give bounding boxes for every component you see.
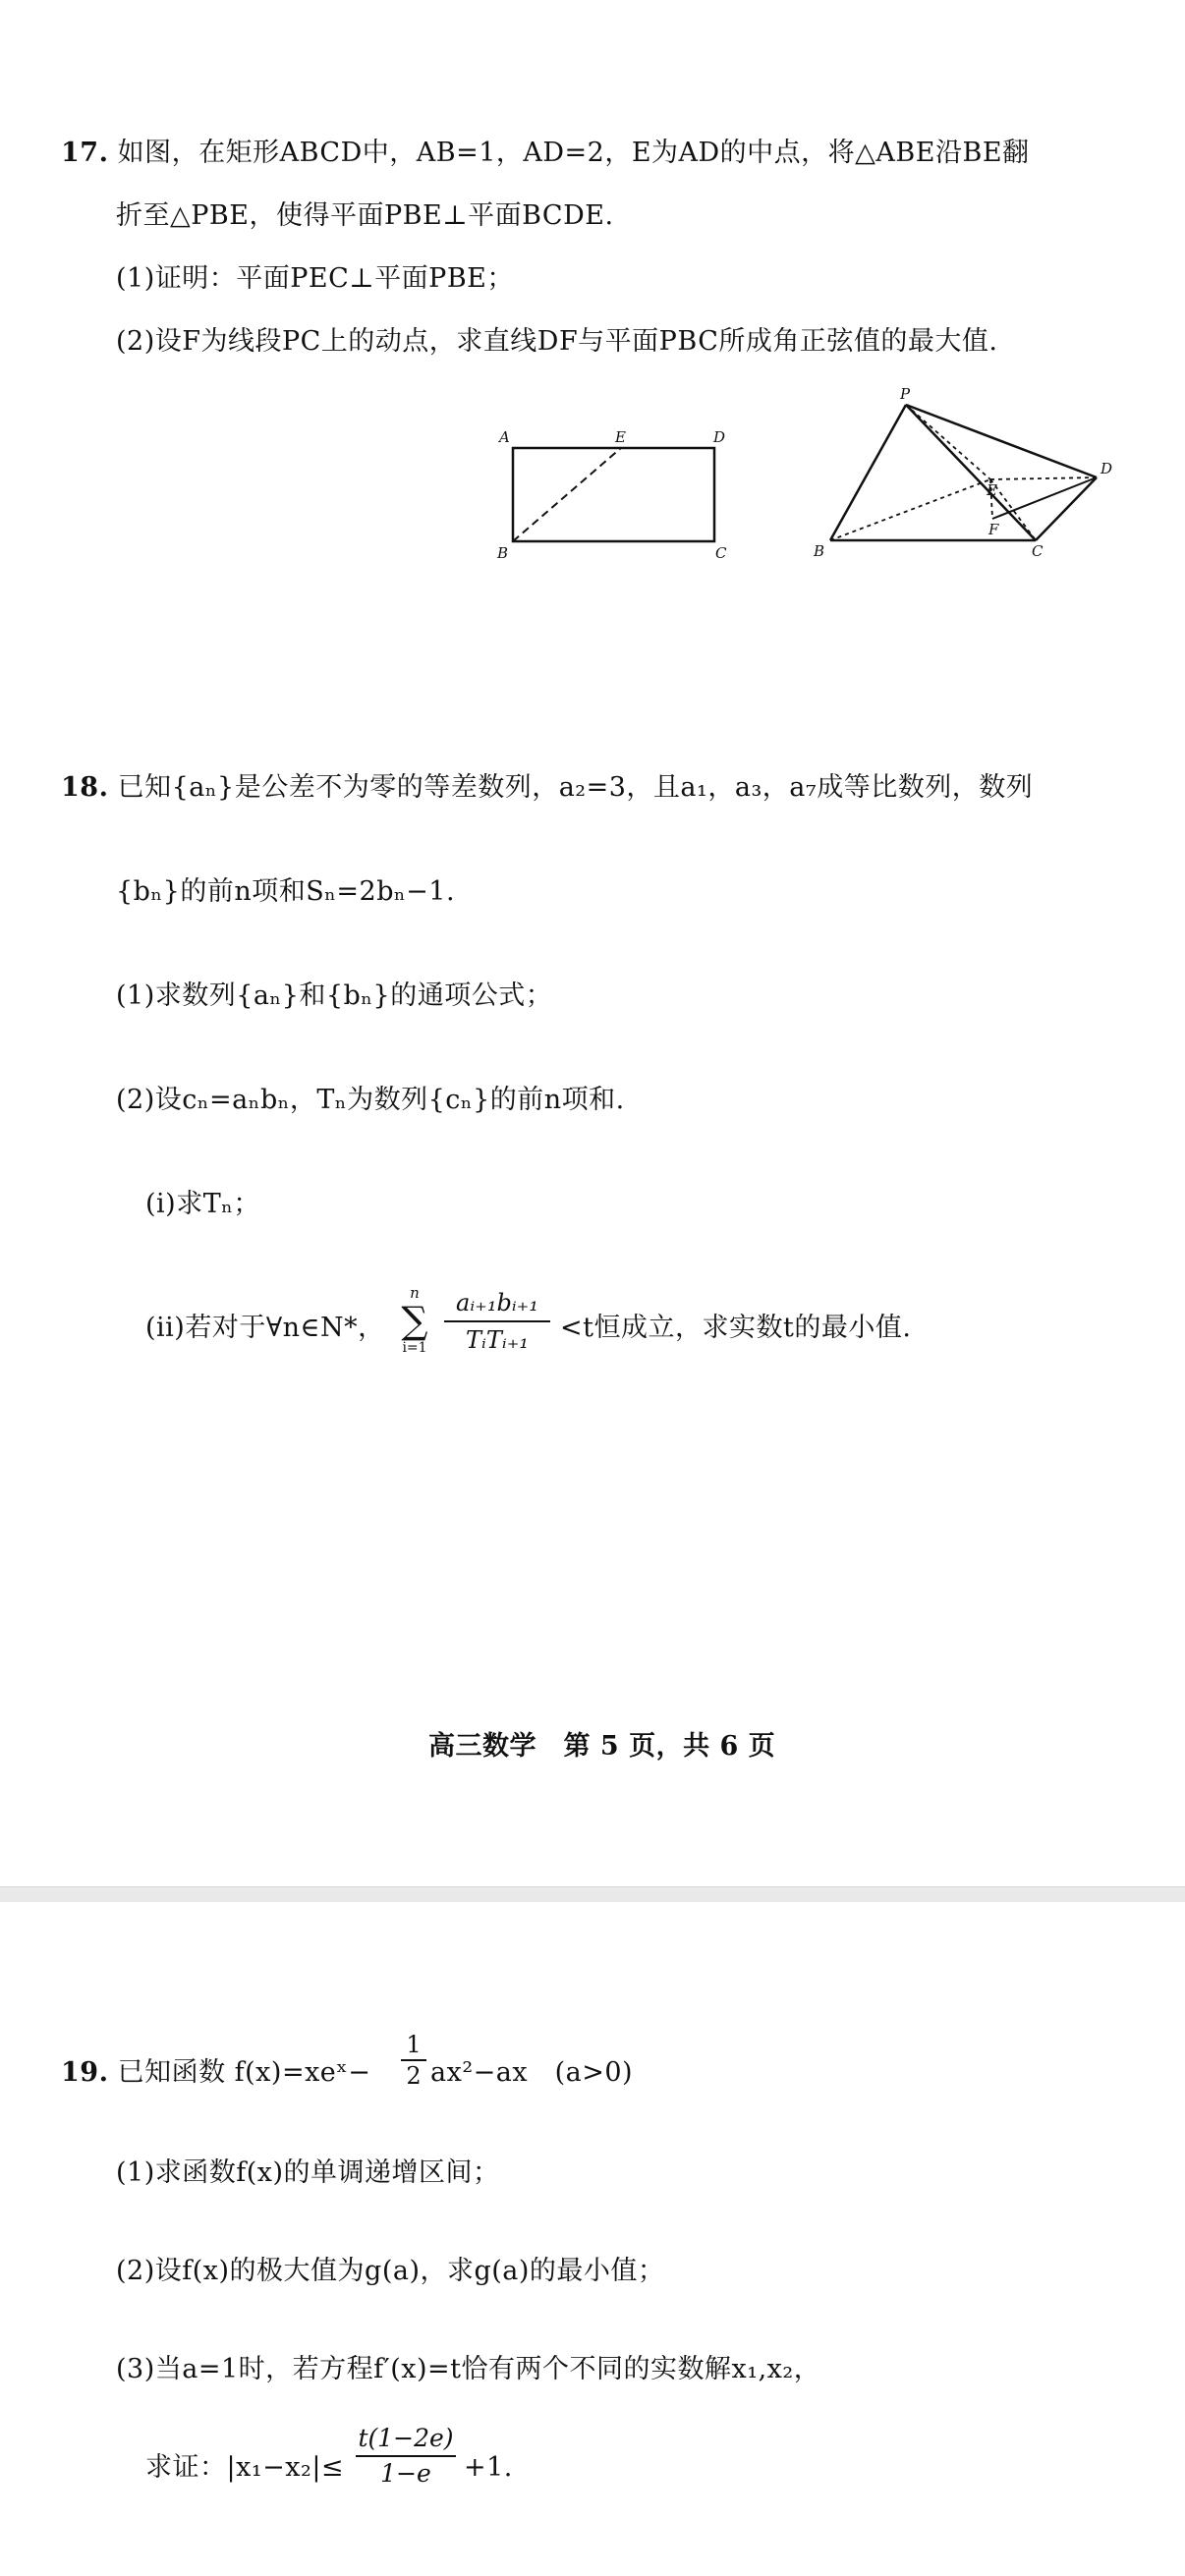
page-footer: 高三数学 第 5 页，共 6 页 [428, 1731, 776, 1762]
q19-part1: (1)求函数f(x)的单调递增区间； [116, 2157, 500, 2188]
q18-part1: (1)求数列{aₙ}和{bₙ}的通项公式； [116, 980, 553, 1011]
q18-line1 [61, 768, 1033, 808]
label-b2: B [814, 542, 825, 560]
label-c: C [715, 544, 727, 562]
q17-figure-pyramid [806, 383, 1120, 570]
q19-prove-prefix: 求证：|x₁−x₂|≤ [145, 2452, 345, 2483]
q19-text-prefix: 已知函数 f(x)=xeˣ− [117, 2057, 371, 2088]
q18-fraction [438, 1287, 556, 1356]
q18-sub1: (i)求Tₙ； [145, 1189, 260, 1219]
label-f: F [988, 521, 999, 538]
q17-number: 17. [61, 138, 109, 168]
fraction-numerator: aᵢ₊₁bᵢ₊₁ [456, 1289, 538, 1316]
q17-line2: 折至△PBE，使得平面PBE⊥平面BCDE. [116, 200, 614, 231]
q17-part1: (1)证明：平面PEC⊥平面PBE； [116, 263, 514, 294]
q18-summation [397, 1285, 432, 1373]
q19-half-fraction [401, 2030, 426, 2091]
prove-numerator: t(1−2e) [358, 2424, 454, 2452]
label-c2: C [1032, 542, 1044, 560]
q17-line1 [61, 134, 1030, 173]
sum-lower-limit: i=1 [402, 1340, 427, 1356]
half-denominator: 2 [406, 2062, 422, 2090]
segment-fd [992, 477, 1097, 519]
q18-text-1: 已知{aₙ}是公差不为零的等差数列，a₂=3，且a₁，a₃，a₇成等比数列，数列 [117, 772, 1034, 803]
q19-prove-fraction [352, 2423, 460, 2490]
segment-be-dashed [513, 448, 621, 541]
q19-line1 [61, 2053, 370, 2093]
exam-page-6 [0, 1902, 1185, 2576]
rectangle-abcd [513, 448, 714, 541]
q19-prove-suffix: +1. [464, 2452, 513, 2483]
half-numerator: 1 [406, 2031, 422, 2058]
q17-figure-rectangle [491, 420, 737, 568]
edge-pe [906, 405, 990, 479]
label-d2: D [1100, 460, 1113, 477]
label-b: B [497, 544, 509, 562]
q17-text-1: 如图，在矩形ABCD中，AB=1，AD=2，E为AD的中点，将△ABE沿BE翻 [117, 138, 1030, 168]
q17-part2: (2)设F为线段PC上的动点，求直线DF与平面PBC所成角正弦值的最大值. [116, 326, 998, 357]
q18-sub2-suffix: <t恒成立，求实数t的最小值. [560, 1313, 912, 1343]
sum-symbol: ∑ [401, 1299, 428, 1342]
sum-upper-limit: n [410, 1284, 420, 1302]
q19-part2: (2)设f(x)的极大值为g(a)，求g(a)的最小值； [116, 2256, 665, 2286]
fraction-denominator: TᵢTᵢ₊₁ [466, 1326, 529, 1354]
prove-bar [356, 2455, 456, 2457]
label-e: E [615, 428, 626, 446]
label-a: A [499, 428, 510, 446]
edge-pb [830, 405, 906, 540]
label-d: D [713, 428, 726, 446]
q18-sub2-prefix: (ii)若对于∀n∈N*， [145, 1313, 385, 1343]
q18-part2: (2)设cₙ=aₙbₙ，Tₙ为数列{cₙ}的前n项和. [116, 1085, 625, 1115]
edge-be [830, 479, 990, 540]
edge-pc [906, 405, 1036, 540]
q18-line2: {bₙ}的前n项和Sₙ=2bₙ−1. [116, 876, 456, 907]
edge-pd [906, 405, 1097, 477]
fraction-bar [444, 1320, 550, 1322]
prove-denominator: 1−e [380, 2459, 431, 2488]
q19-number: 19. [61, 2057, 109, 2088]
q19-part3: (3)当a=1时，若方程f′(x)=t恰有两个不同的实数解x₁,x₂， [116, 2354, 821, 2384]
edge-ed [990, 477, 1097, 479]
label-e2: E [987, 481, 997, 499]
page-separator [0, 1886, 1185, 1903]
label-p: P [900, 385, 911, 403]
edge-cd [1036, 477, 1097, 540]
q18-number: 18. [61, 772, 109, 803]
q19-text-suffix: ax²−ax (a>0) [430, 2057, 634, 2088]
